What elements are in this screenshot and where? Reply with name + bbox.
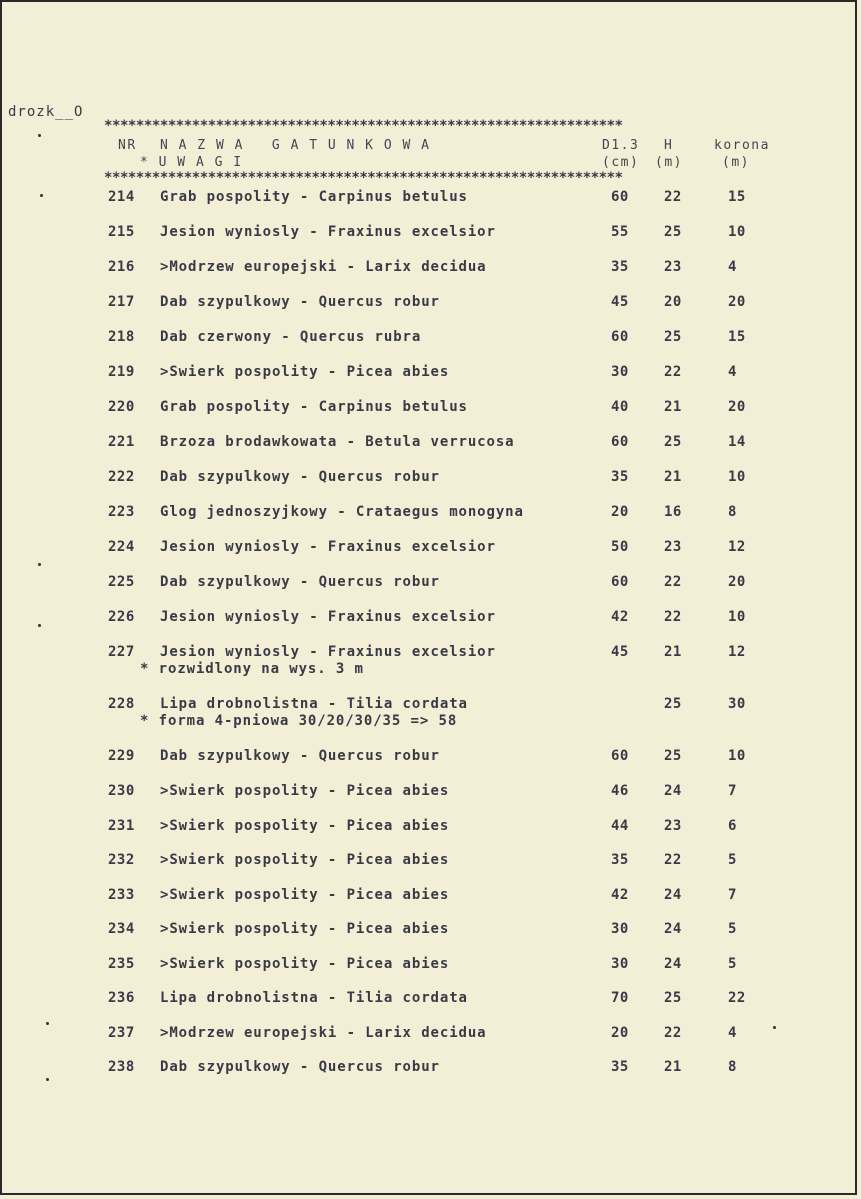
scan-speck	[46, 1022, 49, 1025]
species-name: Grab pospolity - Carpinus betulus	[160, 189, 468, 205]
col-notes-header: * U W A G I	[140, 155, 243, 170]
crown-value: 8	[728, 504, 737, 520]
species-name: Jesion wyniosly - Fraxinus excelsior	[160, 644, 496, 660]
row-number: 227	[108, 644, 135, 660]
diameter-value: 60	[611, 189, 629, 205]
crown-value: 4	[728, 1025, 737, 1041]
height-value: 25	[664, 748, 682, 764]
row-note: * forma 4-pniowa 30/20/30/35 => 58	[140, 713, 458, 729]
scan-speck	[40, 194, 43, 197]
row-number: 215	[108, 224, 135, 240]
height-value: 21	[664, 469, 682, 485]
scan-speck	[38, 134, 41, 137]
species-name: Jesion wyniosly - Fraxinus excelsior	[160, 539, 496, 555]
height-value: 23	[664, 259, 682, 275]
col-d13-header: D1.3	[602, 138, 640, 153]
row-number: 217	[108, 294, 135, 310]
row-number: 219	[108, 364, 135, 380]
diameter-value: 45	[611, 644, 629, 660]
row-number: 226	[108, 609, 135, 625]
crown-value: 14	[728, 434, 746, 450]
height-value: 25	[664, 434, 682, 450]
stars-line-top: *****************************************************************	[104, 118, 623, 134]
scan-speck	[773, 1026, 776, 1029]
row-number: 220	[108, 399, 135, 415]
diameter-value: 50	[611, 539, 629, 555]
species-name: >Swierk pospolity - Picea abies	[160, 956, 450, 972]
species-name: >Modrzew europejski - Larix decidua	[160, 1025, 487, 1041]
diameter-value: 42	[611, 609, 629, 625]
height-value: 22	[664, 1025, 682, 1041]
crown-value: 20	[728, 294, 746, 310]
height-value: 24	[664, 887, 682, 903]
crown-value: 8	[728, 1059, 737, 1075]
diameter-value: 20	[611, 1025, 629, 1041]
row-number: 233	[108, 887, 135, 903]
diameter-value: 70	[611, 990, 629, 1006]
species-name: >Swierk pospolity - Picea abies	[160, 887, 450, 903]
species-name: Lipa drobnolistna - Tilia cordata	[160, 990, 468, 1006]
diameter-value: 30	[611, 364, 629, 380]
row-number: 222	[108, 469, 135, 485]
row-number: 230	[108, 783, 135, 799]
species-name: >Swierk pospolity - Picea abies	[160, 364, 450, 380]
col-nr-header: NR	[118, 138, 137, 153]
species-name: Dab czerwony - Quercus rubra	[160, 329, 422, 345]
col-d13-unit: (cm)	[602, 155, 640, 170]
height-value: 23	[664, 818, 682, 834]
row-number: 228	[108, 696, 135, 712]
species-name: Dab szypulkowy - Quercus robur	[160, 1059, 440, 1075]
species-name: Dab szypulkowy - Quercus robur	[160, 469, 440, 485]
diameter-value: 30	[611, 921, 629, 937]
crown-value: 5	[728, 956, 737, 972]
height-value: 22	[664, 189, 682, 205]
species-name: Brzoza brodawkowata - Betula verrucosa	[160, 434, 515, 450]
height-value: 20	[664, 294, 682, 310]
diameter-value: 55	[611, 224, 629, 240]
diameter-value: 60	[611, 329, 629, 345]
height-value: 24	[664, 783, 682, 799]
col-crown-header: korona	[714, 138, 770, 153]
crown-value: 20	[728, 399, 746, 415]
height-value: 22	[664, 609, 682, 625]
crown-value: 5	[728, 852, 737, 868]
species-name: Grab pospolity - Carpinus betulus	[160, 399, 468, 415]
row-note: * rozwidlony na wys. 3 m	[140, 661, 364, 677]
row-number: 224	[108, 539, 135, 555]
scan-speck	[38, 563, 41, 566]
crown-value: 12	[728, 644, 746, 660]
height-value: 24	[664, 921, 682, 937]
crown-value: 10	[728, 469, 746, 485]
crown-value: 20	[728, 574, 746, 590]
diameter-value: 45	[611, 294, 629, 310]
row-number: 238	[108, 1059, 135, 1075]
species-name: >Modrzew europejski - Larix decidua	[160, 259, 487, 275]
row-number: 214	[108, 189, 135, 205]
row-number: 225	[108, 574, 135, 590]
diameter-value: 35	[611, 469, 629, 485]
diameter-value: 60	[611, 434, 629, 450]
row-number: 234	[108, 921, 135, 937]
height-value: 25	[664, 696, 682, 712]
height-value: 25	[664, 329, 682, 345]
species-name: >Swierk pospolity - Picea abies	[160, 783, 450, 799]
species-name: >Swierk pospolity - Picea abies	[160, 852, 450, 868]
height-value: 21	[664, 644, 682, 660]
row-number: 232	[108, 852, 135, 868]
diameter-value: 20	[611, 504, 629, 520]
crown-value: 10	[728, 224, 746, 240]
height-value: 22	[664, 574, 682, 590]
diameter-value: 35	[611, 852, 629, 868]
diameter-value: 44	[611, 818, 629, 834]
row-number: 231	[108, 818, 135, 834]
species-name: Dab szypulkowy - Quercus robur	[160, 574, 440, 590]
diameter-value: 60	[611, 574, 629, 590]
crown-value: 5	[728, 921, 737, 937]
diameter-value: 42	[611, 887, 629, 903]
height-value: 22	[664, 364, 682, 380]
diameter-value: 46	[611, 783, 629, 799]
row-number: 223	[108, 504, 135, 520]
species-name: >Swierk pospolity - Picea abies	[160, 818, 450, 834]
species-name: Glog jednoszyjkowy - Crataegus monogyna	[160, 504, 524, 520]
diameter-value: 35	[611, 1059, 629, 1075]
stars-line-bottom: *****************************************************************	[104, 170, 623, 186]
crown-value: 10	[728, 748, 746, 764]
crown-value: 30	[728, 696, 746, 712]
diameter-value: 40	[611, 399, 629, 415]
document-label: drozk__O	[8, 104, 84, 120]
diameter-value: 35	[611, 259, 629, 275]
diameter-value: 60	[611, 748, 629, 764]
height-value: 21	[664, 399, 682, 415]
height-value: 16	[664, 504, 682, 520]
species-name: Dab szypulkowy - Quercus robur	[160, 294, 440, 310]
crown-value: 15	[728, 189, 746, 205]
crown-value: 12	[728, 539, 746, 555]
col-name-header: N A Z W A G A T U N K O W A	[160, 138, 431, 153]
crown-value: 4	[728, 259, 737, 275]
scan-speck	[46, 1078, 49, 1081]
species-name: Jesion wyniosly - Fraxinus excelsior	[160, 609, 496, 625]
height-value: 22	[664, 852, 682, 868]
row-number: 221	[108, 434, 135, 450]
height-value: 25	[664, 224, 682, 240]
row-number: 216	[108, 259, 135, 275]
row-number: 236	[108, 990, 135, 1006]
col-h-header: H	[664, 138, 674, 153]
row-number: 235	[108, 956, 135, 972]
row-number: 237	[108, 1025, 135, 1041]
species-name: Dab szypulkowy - Quercus robur	[160, 748, 440, 764]
col-h-unit: (m)	[655, 155, 683, 170]
crown-value: 10	[728, 609, 746, 625]
crown-value: 6	[728, 818, 737, 834]
crown-value: 15	[728, 329, 746, 345]
diameter-value: 30	[611, 956, 629, 972]
height-value: 25	[664, 990, 682, 1006]
crown-value: 22	[728, 990, 746, 1006]
species-name: Lipa drobnolistna - Tilia cordata	[160, 696, 468, 712]
col-crown-unit: (m)	[722, 155, 750, 170]
row-number: 229	[108, 748, 135, 764]
crown-value: 7	[728, 783, 737, 799]
row-number: 218	[108, 329, 135, 345]
crown-value: 7	[728, 887, 737, 903]
height-value: 21	[664, 1059, 682, 1075]
scan-speck	[38, 624, 41, 627]
height-value: 24	[664, 956, 682, 972]
height-value: 23	[664, 539, 682, 555]
species-name: Jesion wyniosly - Fraxinus excelsior	[160, 224, 496, 240]
species-name: >Swierk pospolity - Picea abies	[160, 921, 450, 937]
crown-value: 4	[728, 364, 737, 380]
